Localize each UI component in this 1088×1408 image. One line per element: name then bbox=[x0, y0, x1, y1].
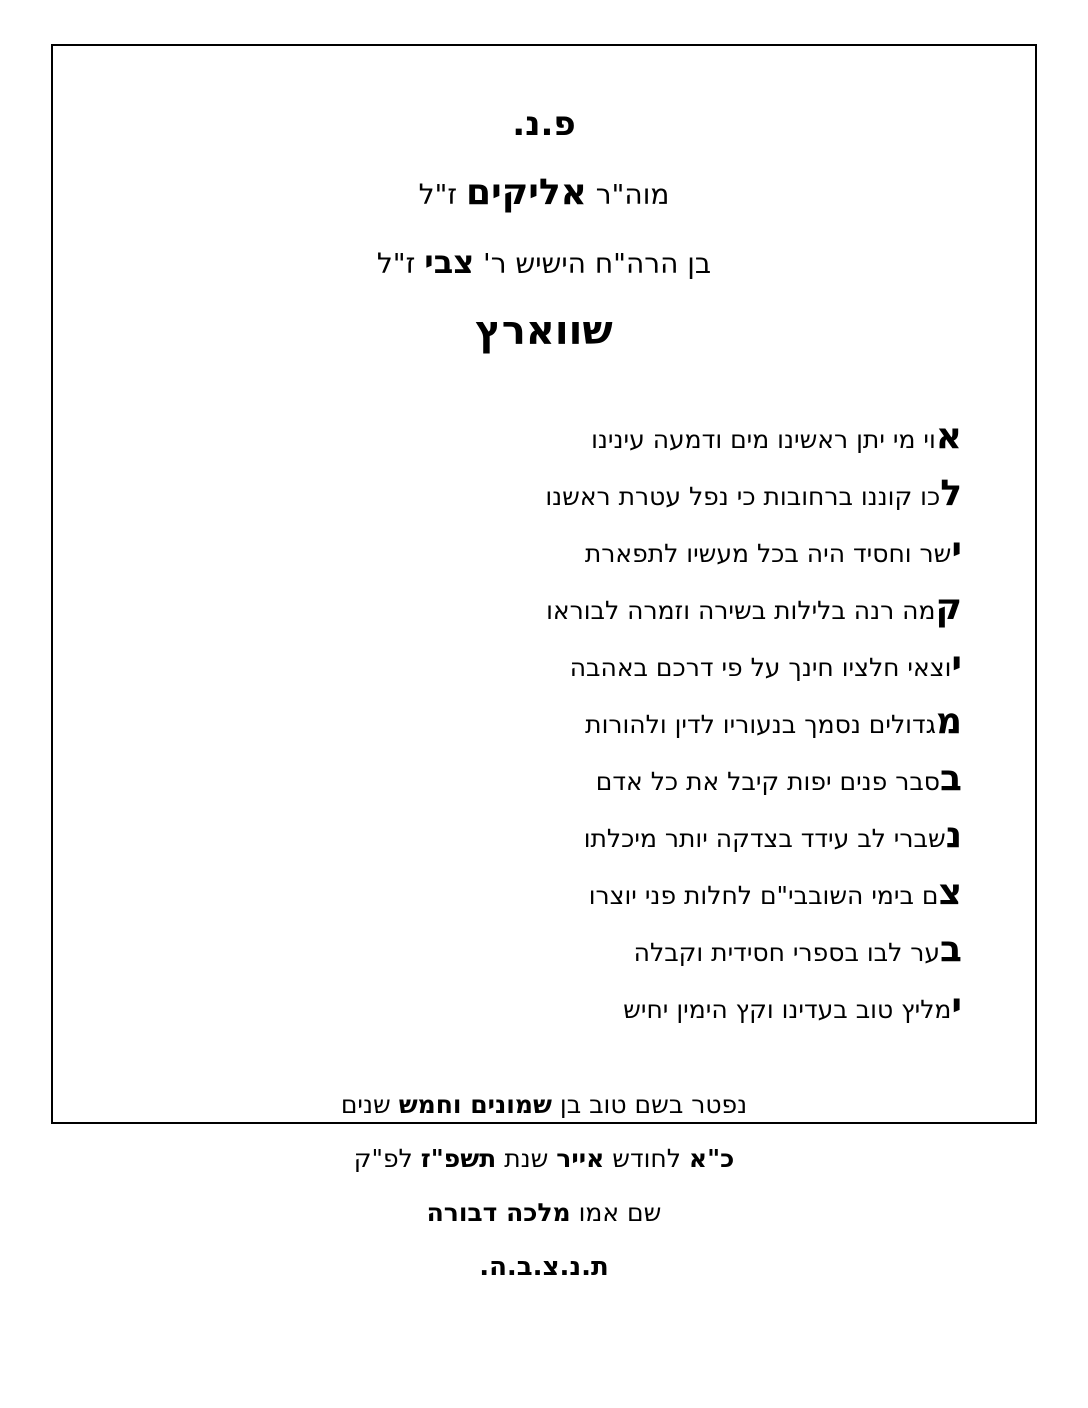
poem-line-initial: ב bbox=[940, 758, 962, 799]
poem-line bbox=[262, 921, 962, 978]
title-suffix: ז"ל bbox=[418, 178, 458, 211]
poem-line bbox=[262, 978, 962, 1035]
footer-era: לפ"ק bbox=[353, 1144, 413, 1173]
poem-line-text: שברי לב עידד בצדקה יותר מיכלתו bbox=[583, 824, 946, 853]
poem-line-text: מליץ טוב בעדינו וקץ הימין יחיש bbox=[623, 995, 952, 1024]
footer-age-line bbox=[0, 1090, 1088, 1119]
footer-mother-prefix: שם אמו bbox=[578, 1198, 662, 1227]
footer-age-prefix: נפטר בשם טוב בן bbox=[559, 1090, 748, 1119]
poem-line-text: כו קוננו ברחובות כי נפל עטרת ראשנו bbox=[545, 482, 941, 511]
poem-line-text: ם בימי השובבי"ם לחלות פני יוצרו bbox=[588, 881, 939, 910]
poem-line bbox=[262, 522, 962, 579]
poem-line-text: וי מי יתן ראשינו מים ודמעה עינינו bbox=[591, 425, 936, 454]
footer-year-word: שנת bbox=[504, 1144, 549, 1173]
footer-closing-initials: ת.נ.צ.ב.ה. bbox=[479, 1252, 609, 1282]
acrostic-poem bbox=[262, 408, 962, 1035]
poem-line-initial: א bbox=[935, 416, 962, 457]
poem-line-text: וצאי חלציו חינך על פי דרכם באהבה bbox=[569, 653, 952, 682]
poem-line bbox=[262, 465, 962, 522]
footer-age-suffix: שנים bbox=[340, 1090, 391, 1119]
poem-line-text: מה רנה בלילות בשירה וזמרה לבוראו bbox=[546, 596, 936, 625]
poem-line-initial: י bbox=[951, 644, 962, 685]
footer-mother-line bbox=[0, 1198, 1088, 1227]
poem-line-initial: ק bbox=[935, 587, 962, 628]
deceased-first-name: אליקים bbox=[466, 172, 587, 213]
poem-line-initial: ב bbox=[940, 929, 962, 970]
footer-month-word: לחודש bbox=[612, 1144, 681, 1173]
footer-month: אייר bbox=[556, 1144, 605, 1173]
heading-initials: פ.נ. bbox=[512, 104, 576, 144]
father-suffix: ז"ל bbox=[376, 247, 416, 280]
father-name: צבי bbox=[424, 243, 475, 281]
surname: שווארץ bbox=[475, 308, 613, 354]
poem-line-initial: מ bbox=[935, 701, 962, 742]
poem-line bbox=[262, 750, 962, 807]
poem-line-text: גדולים נסמך בנעוריו לדין ולהורות bbox=[585, 710, 936, 739]
poem-line bbox=[262, 408, 962, 465]
poem-line-text: שר וחסיד היה בכל מעשיו לתפארת bbox=[584, 539, 952, 568]
footer-age: שמונים וחמש bbox=[398, 1090, 552, 1119]
poem-line-initial: נ bbox=[945, 815, 962, 856]
poem-line-text: ער לבו בספרי חסידית וקבלה bbox=[633, 938, 941, 967]
footer-date-line bbox=[0, 1144, 1088, 1173]
poem-line bbox=[262, 807, 962, 864]
poem-line-text: סבר פנים יפות קיבל את כל אדם bbox=[595, 767, 941, 796]
poem-line-initial: צ bbox=[938, 872, 962, 913]
father-name-line bbox=[0, 243, 1088, 281]
deceased-name-line bbox=[0, 172, 1088, 213]
poem-line bbox=[262, 864, 962, 921]
footer-year: תשפ"ז bbox=[420, 1144, 497, 1173]
father-prefix: בן הרה"ח הישיש ר' bbox=[483, 247, 712, 280]
title-prefix: מוה"ר bbox=[595, 178, 670, 211]
poem-line bbox=[262, 579, 962, 636]
footer-mother-name: מלכה דבורה bbox=[426, 1198, 571, 1227]
footer-day: כ"א bbox=[688, 1144, 735, 1173]
poem-line-initial: ל bbox=[940, 473, 962, 514]
poem-line-initial: י bbox=[951, 530, 962, 571]
poem-line-initial: י bbox=[951, 986, 962, 1027]
poem-line bbox=[262, 636, 962, 693]
poem-line bbox=[262, 693, 962, 750]
